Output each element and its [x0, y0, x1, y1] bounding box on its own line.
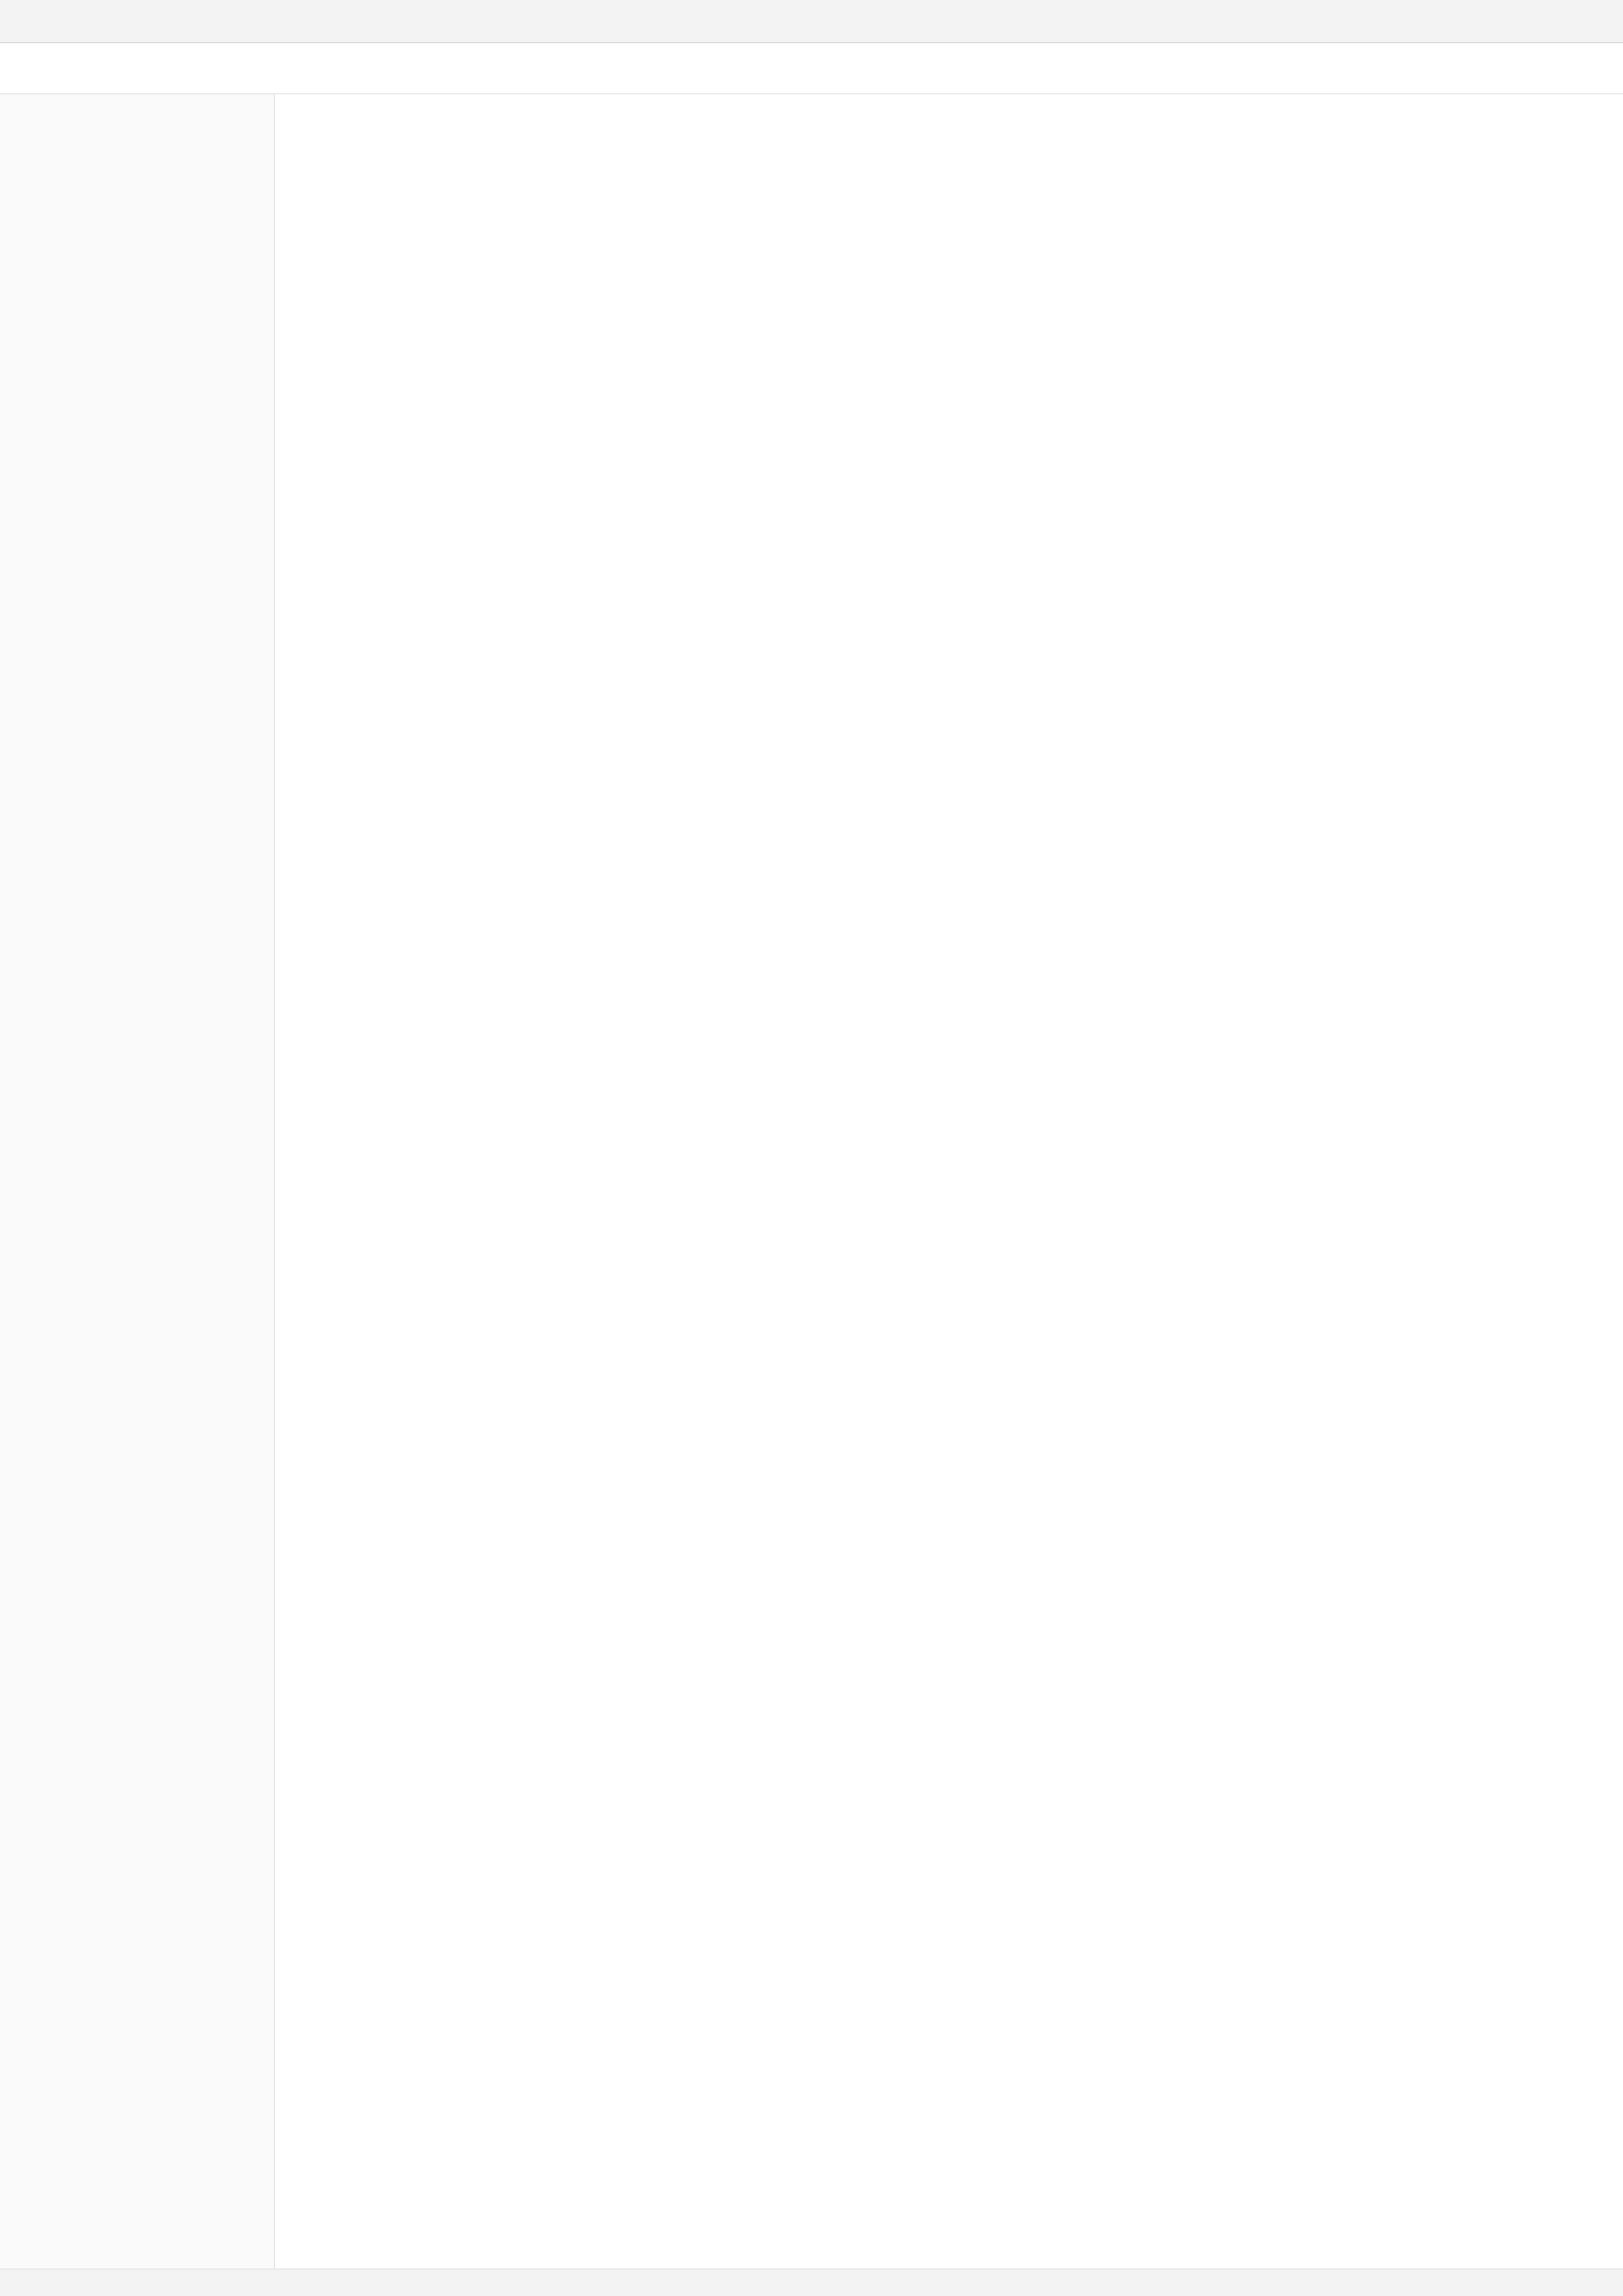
content-area [0, 94, 1623, 2269]
status-bar [0, 2269, 1623, 2296]
sidebar [0, 94, 275, 2269]
main-panel [275, 94, 1623, 2269]
toolbar [0, 43, 1623, 94]
title-bar [0, 0, 1623, 43]
